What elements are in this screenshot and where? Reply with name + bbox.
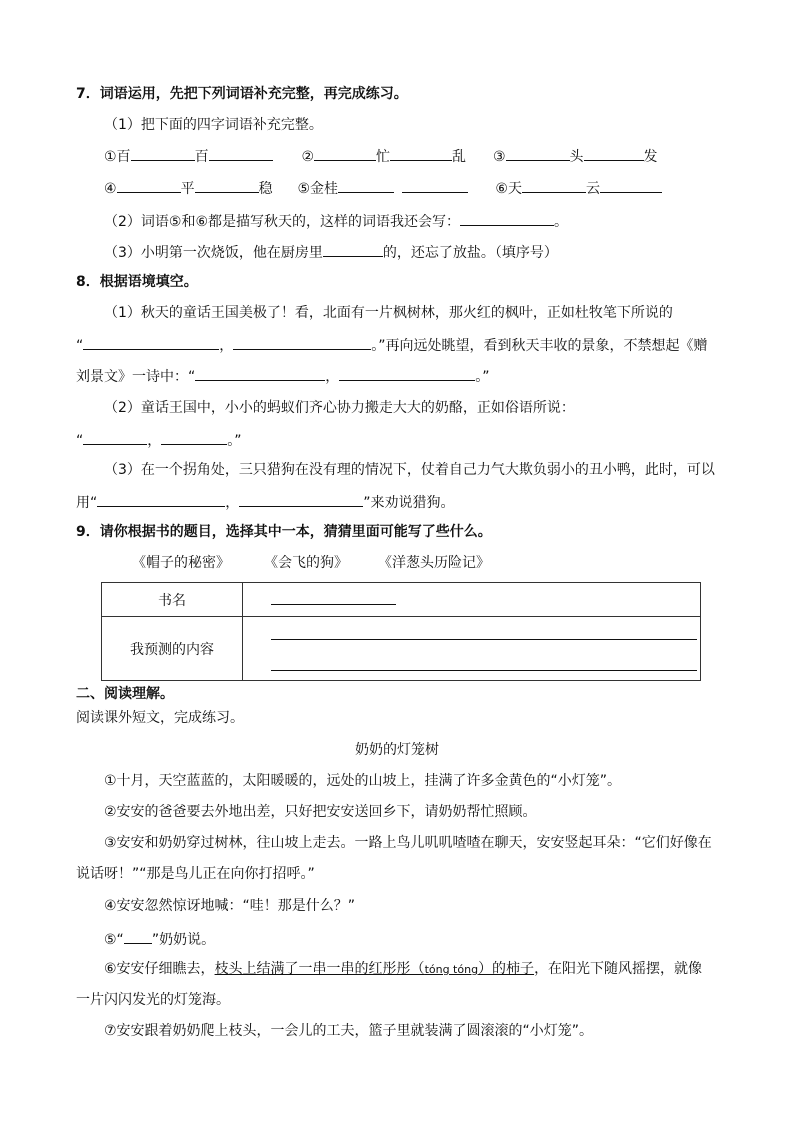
para-5-open: ⑤“	[104, 932, 124, 948]
q7-sub1: （1）把下面的四字词语补充完整。	[104, 117, 323, 133]
idiom-6-blank-b[interactable]	[600, 177, 662, 193]
q8-p1-line3	[76, 365, 490, 387]
idiom-3-blank-a[interactable]	[506, 145, 570, 161]
saying-blank-2[interactable]	[161, 429, 227, 445]
saying-blank-1[interactable]	[83, 429, 147, 445]
poem-blank-3[interactable]	[195, 365, 325, 381]
q8-p3-line2-end: ”来劝说猎狗。	[363, 495, 455, 511]
q7-sub2-text: （2）词语⑤和⑥都是描写秋天的，这样的词语我还会写：	[104, 214, 461, 230]
prediction-label: 我预测的内容	[130, 641, 214, 658]
idiom-5-blank-a[interactable]	[338, 177, 394, 193]
comma: ，	[325, 369, 340, 385]
passage-para-6-line1	[104, 959, 702, 980]
prediction-answer-line-1[interactable]	[271, 639, 697, 640]
q8-p3-line2-text: 用“	[76, 495, 98, 511]
passage-para-5	[104, 928, 215, 950]
advice-blank-2[interactable]	[239, 491, 363, 507]
q8-p3-line1: （3）在一个拐角处，三只猎狗在没有理的情况下，仗着自己力气大欺负弱小的丑小鸭，此时，可以	[104, 462, 715, 478]
q8-p2-line2	[76, 429, 242, 451]
q7-row2	[104, 177, 662, 199]
q9-stem: 9．请你根据书的题目，选择其中一本，猜猜里面可能写了些什么。	[76, 524, 492, 540]
idiom-2-blank-a[interactable]	[314, 145, 376, 161]
reading-instruction: 阅读课外短文，完成练习。	[76, 710, 244, 726]
idiom-6-prefix: ⑥天	[495, 181, 522, 197]
q7-sub3-text: （3）小明第一次烧饭，他在厨房里	[104, 245, 323, 261]
book-name-answer-line[interactable]	[271, 604, 396, 605]
q8-p1-line1: （1）秋天的童话王国美极了！看，北面有一片枫树林，那火红的枫叶，正如杜牧笔下所说的	[104, 305, 673, 321]
idiom-6-mid: 云	[585, 181, 600, 197]
idiom-4-mid: 平	[180, 181, 195, 197]
advice-blank-1[interactable]	[97, 491, 225, 507]
passage-para-3-line1: ③安安和奶奶穿过树林，往山坡上走去。一路上鸟儿叽叽喳喳在聊天，安安竖起耳朵：“它们好像在	[104, 835, 712, 851]
idiom-1-blank-a[interactable]	[131, 145, 195, 161]
q8-p1-line2	[76, 334, 708, 356]
q8-p3-line2	[76, 491, 455, 513]
q7-sub3-end: 的，还忘了放盐。（填序号）	[382, 245, 558, 261]
comma: ，	[225, 495, 240, 511]
idiom-1-prefix: ①百	[104, 149, 131, 165]
poem-blank-2[interactable]	[233, 334, 371, 350]
q8-p2-line1: （2）童话王国中，小小的蚂蚁们齐心协力搬走大大的奶酪，正如俗语所说：	[104, 400, 575, 416]
idiom-4-blank-a[interactable]	[117, 177, 181, 193]
para-6-underlined: 枝头上结满了一串一串的红彤彤（	[214, 961, 425, 977]
idiom-2-end: 乱	[452, 149, 467, 165]
q7-row1	[104, 145, 658, 167]
para-6-underlined-2: ）的柿子	[478, 961, 535, 977]
passage-para-4: ④安安忽然惊讶地喊：“哇！那是什么？”	[104, 898, 356, 914]
passage-para-1: ①十月，天空蓝蓝的，太阳暖暖的，远处的山坡上，挂满了许多金黄色的“小灯笼”。	[104, 773, 622, 789]
para-6-pinyin: tóng tóng	[424, 963, 479, 976]
q7-sub3-blank[interactable]	[323, 241, 383, 257]
idiom-4-num: ④	[104, 181, 117, 197]
idiom-5-prefix: ⑤金桂	[297, 181, 339, 197]
q7-sub2-end: 。	[554, 214, 569, 230]
prediction-label-cell	[102, 617, 243, 681]
q8-p1-line3-text: 刘景文》一诗中：“	[76, 369, 196, 385]
quote-close: 。”	[475, 369, 490, 385]
passage-para-7: ⑦安安跟着奶奶爬上枝头，一会儿的工夫，篮子里就装满了圆滚滚的“小灯笼”。	[104, 1023, 594, 1039]
idiom-5-blank-b[interactable]	[402, 177, 468, 193]
idiom-3-mid: 头	[569, 149, 584, 165]
prediction-table	[101, 582, 701, 681]
q8-stem: 8．根据语境填空。	[76, 274, 198, 290]
idiom-4-end: 稳	[258, 181, 273, 197]
idiom-2-blank-b[interactable]	[390, 145, 452, 161]
para-5-blank[interactable]	[124, 928, 152, 944]
idiom-1-mid: 百	[194, 149, 209, 165]
comma: ，	[147, 433, 162, 449]
book-list	[132, 553, 490, 573]
idiom-3-blank-b[interactable]	[584, 145, 644, 161]
book-title-3: 《洋葱头历险记》	[378, 555, 490, 571]
q7-sub2-blank[interactable]	[460, 210, 554, 226]
para-6-end: ，在阳光下随风摇摆，就像	[534, 961, 703, 977]
prediction-answer-line-2[interactable]	[271, 670, 697, 671]
quote-open: “	[76, 338, 84, 354]
idiom-2-num: ②	[301, 149, 315, 165]
poem-blank-1[interactable]	[83, 334, 219, 350]
idiom-3-end: 发	[643, 149, 658, 165]
poem-blank-4[interactable]	[339, 365, 475, 381]
passage-title: 奶奶的灯笼树	[355, 742, 439, 758]
passage-para-2: ②安安的爸爸要去外地出差，只好把安安送回乡下，请奶奶帮忙照顾。	[104, 804, 537, 820]
q8-p1-line2-rest: 。”再向远处眺望，看到秋天丰收的景象，不禁想起《赠	[371, 338, 708, 354]
book-name-answer-cell[interactable]	[243, 583, 701, 617]
book-title-2: 《会飞的狗》	[264, 555, 348, 571]
q7-sub2	[104, 210, 568, 232]
section-heading: 二、阅读理解。	[76, 686, 174, 702]
book-title-1: 《帽子的秘密》	[132, 555, 230, 571]
idiom-3-num: ③	[492, 149, 506, 165]
passage-para-3-line2: 说话呀！”“那是鸟儿正在向你打招呼。”	[76, 866, 315, 882]
idiom-1-blank-b[interactable]	[209, 145, 273, 161]
passage-para-6-line2: 一片闪闪发光的灯笼海。	[76, 992, 230, 1008]
quote-close: 。”	[227, 433, 242, 449]
book-name-label-cell	[102, 583, 243, 617]
comma: ，	[219, 338, 234, 354]
book-name-label: 书名	[158, 592, 186, 609]
quote-open: “	[76, 433, 84, 449]
idiom-2-mid: 忙	[376, 149, 391, 165]
idiom-6-blank-a[interactable]	[522, 177, 586, 193]
q7-stem: 7．词语运用，先把下列词语补充完整，再完成练习。	[76, 86, 408, 102]
idiom-4-blank-b[interactable]	[195, 177, 259, 193]
para-5-close: ”奶奶说。	[151, 932, 216, 948]
q7-sub3	[104, 241, 558, 263]
para-6-start: ⑥安安仔细瞧去，	[104, 961, 215, 977]
